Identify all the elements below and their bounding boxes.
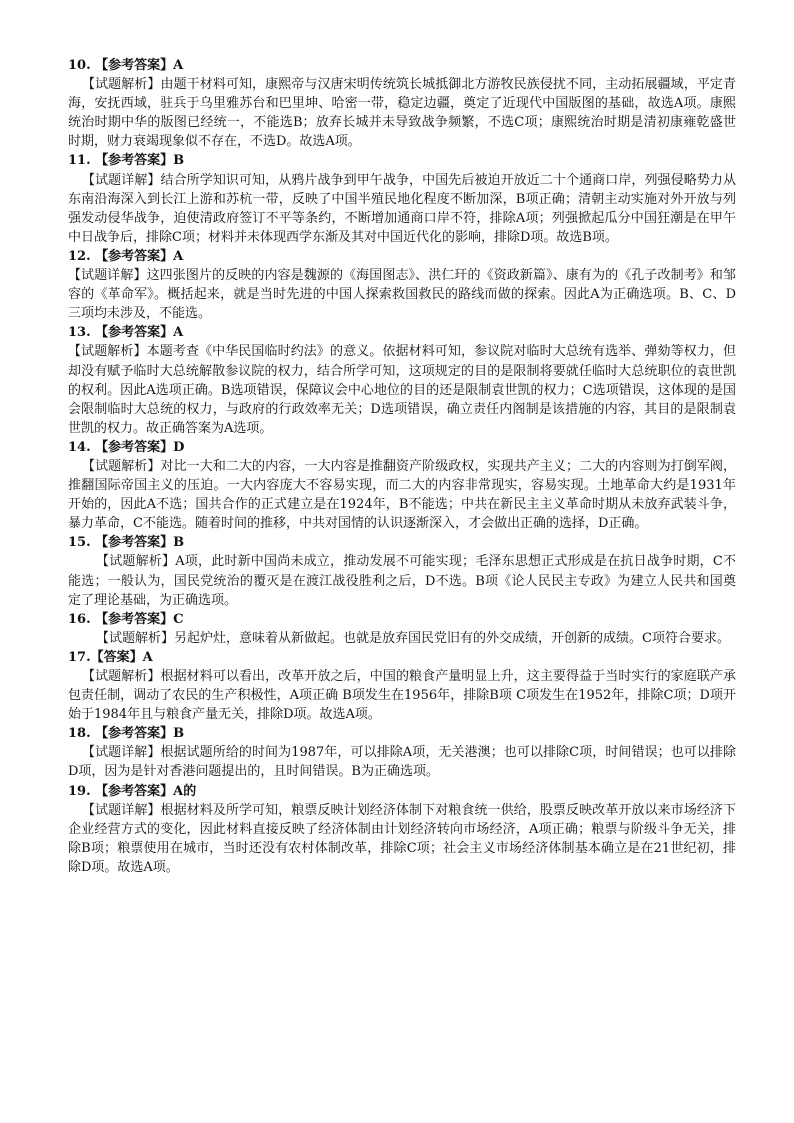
answer-header: 14. 【参考答案】D [68,439,185,455]
question-19 [68,782,736,877]
explanation: 【试题解析】根据材料可以看出，改革开放之后，中国的粮食产量明显上升，这主要得益于当时实行的家庭联产承包责任制，调动了农民的生产积极性，A项正确 B项发生在1956年，排除B项 C项发生在1952年，排除C项；D项开始于1984年且与粮食产量无关，排除D项。故选A项。 [68,669,736,723]
question-11 [68,151,736,246]
question-16 [68,610,736,648]
answer-sheet [68,56,736,877]
answer-header: 18. 【参考答案】B [68,726,185,742]
answer-header: 17.【答案】A [68,649,153,665]
answer-header: 11. 【参考答案】B [68,153,185,169]
explanation: 【试题详解】结合所学知识可知，从鸦片战争到甲午战争，中国先后被迫开放近二十个通商口岸，列强侵略势力从东南沿海深入到长江上游和苏杭一带，反映了中国半殖民地化程度不断加深，B项正确；清朝主动实施对外开放与列强发动侵华战争，迫使清政府签订不平等条约，不断增加通商口岸不符，排除A项；列强掀起瓜分中国狂潮是在甲午中日战争后，排除C项；材料并未体现西学东渐及其对中国近代化的影响，排除D项。故选B项。 [68,172,736,245]
question-18 [68,724,736,781]
explanation: 【试题解析】另起炉灶，意味着从新做起。也就是放弃国民党旧有的外交成绩，开创新的成绩。C项符合要求。 [96,630,730,646]
question-10 [68,56,736,151]
explanation: 【试题解析】本题考查《中华民国临时约法》的意义。依据材料可知，参议院对临时大总统有选举、弹劾等权力，但却没有赋予临时大总统解散参议院的权力，结合所学可知，这项规定的目的是限制将要就任临时大总统职位的袁世凯的权利。因此A选项正确。B选项错误，保障议会中心地位的目的还是限制袁世凯的权力；C选项错误，这体现的是国会限制临时大总统的权力，与政府的行政效率无关；D选项错误，确立责任内阁制是该措施的内容，其目的是限制袁世凯的权力。故正确答案为A选项。 [68,344,736,436]
explanation: 【试题解析】由题干材料可知，康熙帝与汉唐宋明传统筑长城抵御北方游牧民族侵扰不同，主动拓展疆域，平定青海，安抚西域，驻兵于乌里雅苏台和巴里坤、哈密一带，稳定边疆，奠定了近现代中国版图的基础，故选A项。康熙统治时期中华的版图已经统一，不能选B；放弃长城并未导致战争频繁，不选C项；康熙统治时期是清初康雍乾盛世时期，财力衰竭现象似不存在，不选D。故选A项。 [68,77,736,150]
answer-header: 12. 【参考答案】A [68,248,184,264]
explanation: 【试题详解】这四张图片的反映的内容是魏源的《海国图志》、洪仁玕的《资政新篇》、康有为的《孔子改制考》和邹容的《革命军》。概括起来，就是当时先进的中国人探索救国救民的路线而做的探索。因此A为正确选项。B、C、D三项均未涉及，不能选。 [68,268,736,322]
explanation: 【试题解析】A项，此时新中国尚未成立，推动发展不可能实现；毛泽东思想正式形成是在抗日战争时期，C不能选；一般认为，国民党统治的覆灭是在渡江战役胜利之后，D不选。B项《论人民民主专政》为建立人民共和国奠定了理论基础，为正确选项。 [68,554,736,608]
answer-header: 13. 【参考答案】A [68,325,184,341]
answer-header: 10. 【参考答案】A [68,58,184,73]
question-14 [68,438,736,533]
explanation: 【试题解析】对比一大和二大的内容，一大内容是推翻资产阶级政权，实现共产主义；二大的内容则为打倒军阀，推翻国际帝国主义的压迫。一大内容庞大不容易实现，而二大的内容非常现实，容易实现。土地革命大约是1931年开始的，因此A不选；国共合作的正式建立是在1924年，B不能选；中共在新民主主义革命时期从未放弃武装斗争，暴力革命，C不能选。随着时间的推移，中共对国情的认识逐渐深入，才会做出正确的选择，D正确。 [68,458,736,532]
answer-header: 19. 【参考答案】A的 [68,783,197,799]
explanation: 【试题详解】根据试题所给的时间为1987年，可以排除A项，无关港澳；也可以排除C项，时间错误；也可以排除D项，因为是针对香港问题提出的，且时间错误。B为正确选项。 [68,745,736,780]
answer-header: 16. 【参考答案】C [68,611,184,627]
question-15 [68,533,736,609]
question-17 [68,648,736,724]
question-12 [68,247,736,323]
explanation: 【试题详解】根据材料及所学可知，粮票反映计划经济体制下对粮食统一供给，股票反映改革开放以来市场经济下企业经营方式的变化，因此材料直接反映了经济体制由计划经济转向市场经济，A项正确；粮票与阶级斗争无关，排除B项；粮票使用在城市，当时还没有农村体制改革，排除C项；社会主义市场经济体制基本确立是在21世纪初，排除D项。故选A项。 [68,802,736,875]
answer-header: 15. 【参考答案】B [68,535,185,551]
question-13 [68,323,736,438]
